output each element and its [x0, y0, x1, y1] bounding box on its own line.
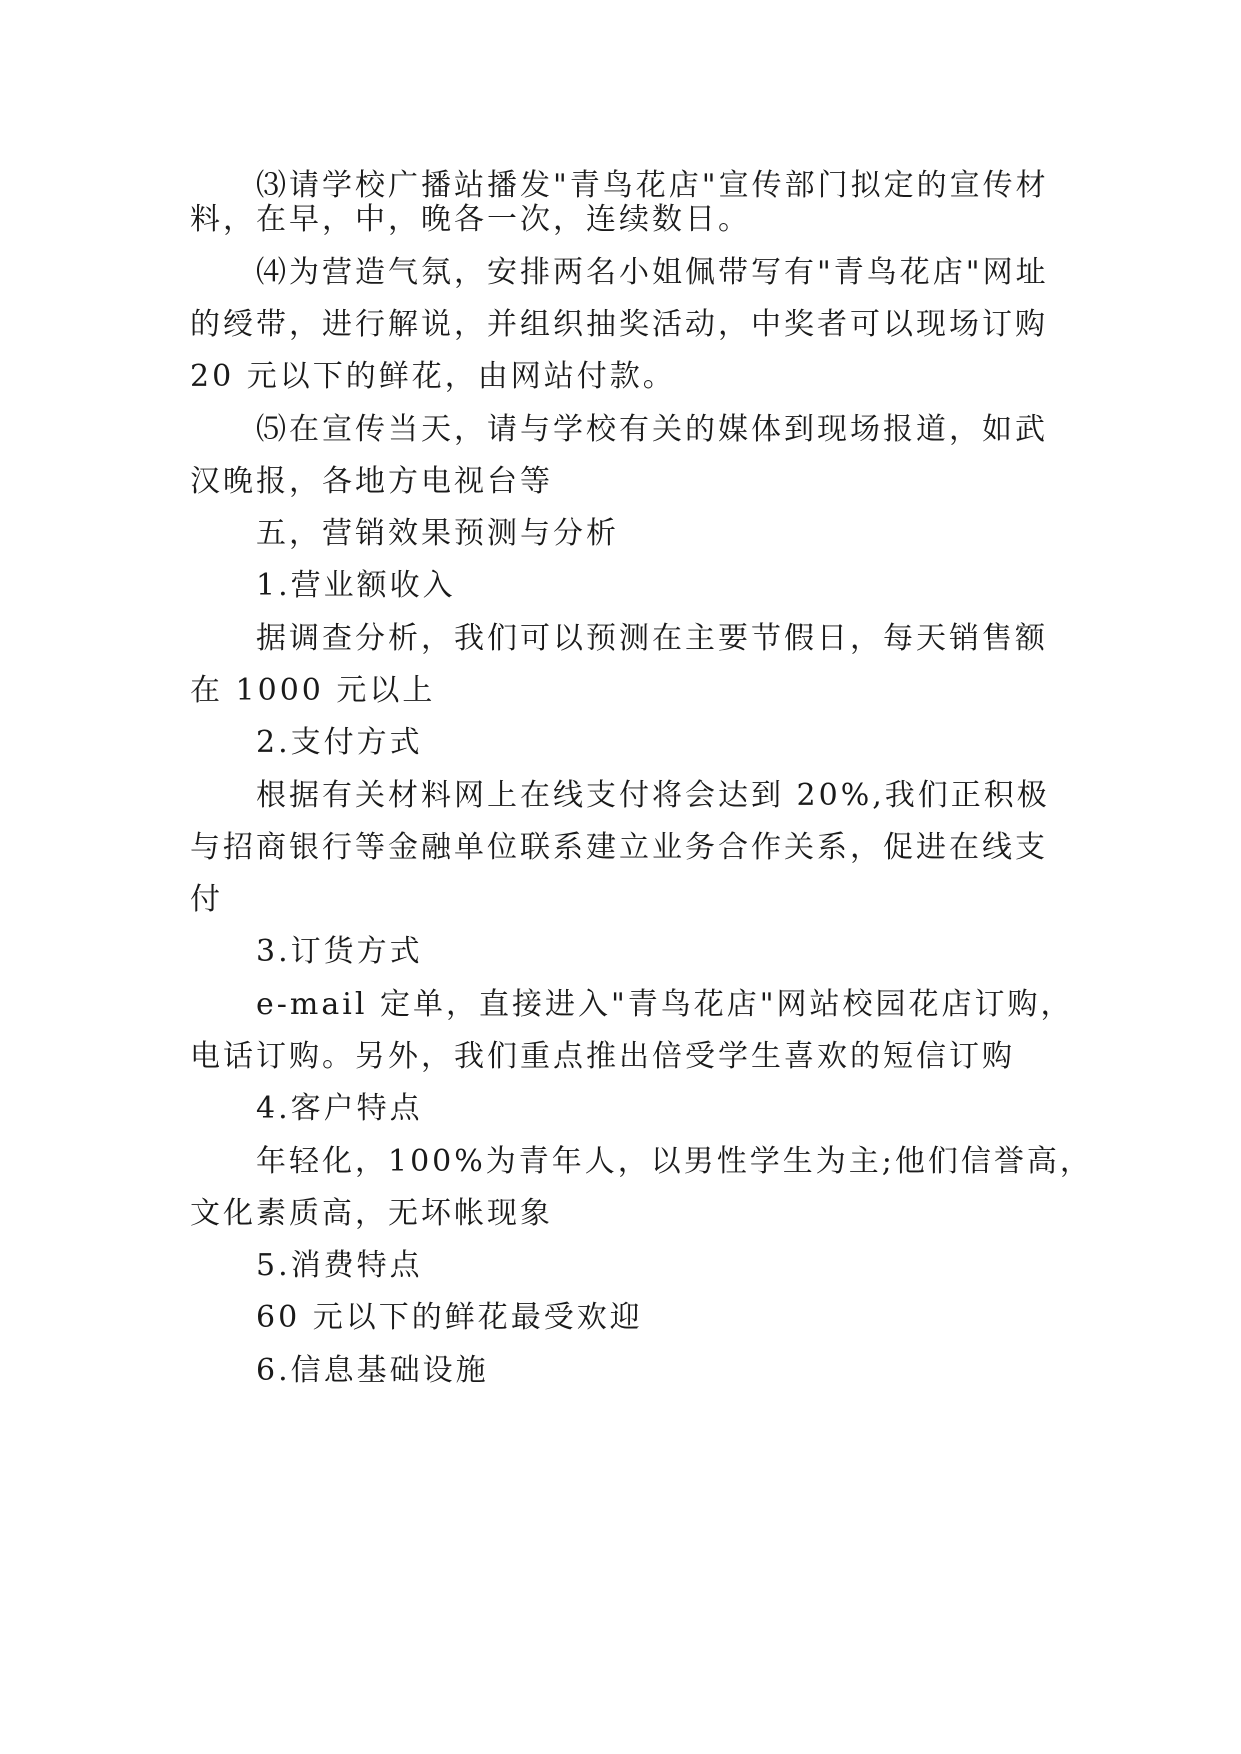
section-heading: 五，营销效果预测与分析	[256, 516, 619, 551]
subsection-heading: 4.客户特点	[256, 1091, 423, 1126]
subsection-heading: 1.营业额收入	[256, 568, 456, 603]
text-line: 在 1000 元以上	[190, 673, 436, 708]
subsection-heading: 2.支付方式	[256, 725, 423, 760]
text-line: e-mail 定单，直接进入"青鸟花店"网站校园花店订购，	[256, 987, 1074, 1022]
text-line: 根据有关材料网上在线支付将会达到 20%,我们正积极	[256, 778, 1050, 813]
text-line: 料，在早，中，晚各一次，连续数日。	[190, 202, 751, 237]
text-line: 与招商银行等金融单位联系建立业务合作关系，促进在线支	[190, 830, 1048, 865]
text-line: 的绶带，进行解说，并组织抽奖活动，中奖者可以现场订购	[190, 307, 1048, 342]
text-line: 付	[190, 882, 223, 917]
text-line: 20 元以下的鲜花，由网站付款。	[190, 359, 676, 394]
text-line: ⑸在宣传当天，请与学校有关的媒体到现场报道，如武	[256, 412, 1048, 447]
text-line: 电话订购。另外，我们重点推出倍受学生喜欢的短信订购	[190, 1039, 1015, 1074]
text-line: 年轻化，100%为青年人，以男性学生为主;他们信誉高，	[256, 1144, 1093, 1179]
text-line: ⑷为营造气氛，安排两名小姐佩带写有"青鸟花店"网址	[256, 255, 1049, 290]
text-line: 文化素质高，无坏帐现象	[190, 1196, 553, 1231]
text-line: 60 元以下的鲜花最受欢迎	[256, 1300, 643, 1335]
text-line: 汉晚报，各地方电视台等	[190, 464, 553, 499]
text-line: ⑶请学校广播站播发"青鸟花店"宣传部门拟定的宣传材	[256, 168, 1049, 203]
text-line: 据调查分析，我们可以预测在主要节假日，每天销售额	[256, 621, 1048, 656]
subsection-heading: 6.信息基础设施	[256, 1353, 489, 1388]
subsection-heading: 3.订货方式	[256, 934, 423, 969]
subsection-heading: 5.消费特点	[256, 1248, 423, 1283]
